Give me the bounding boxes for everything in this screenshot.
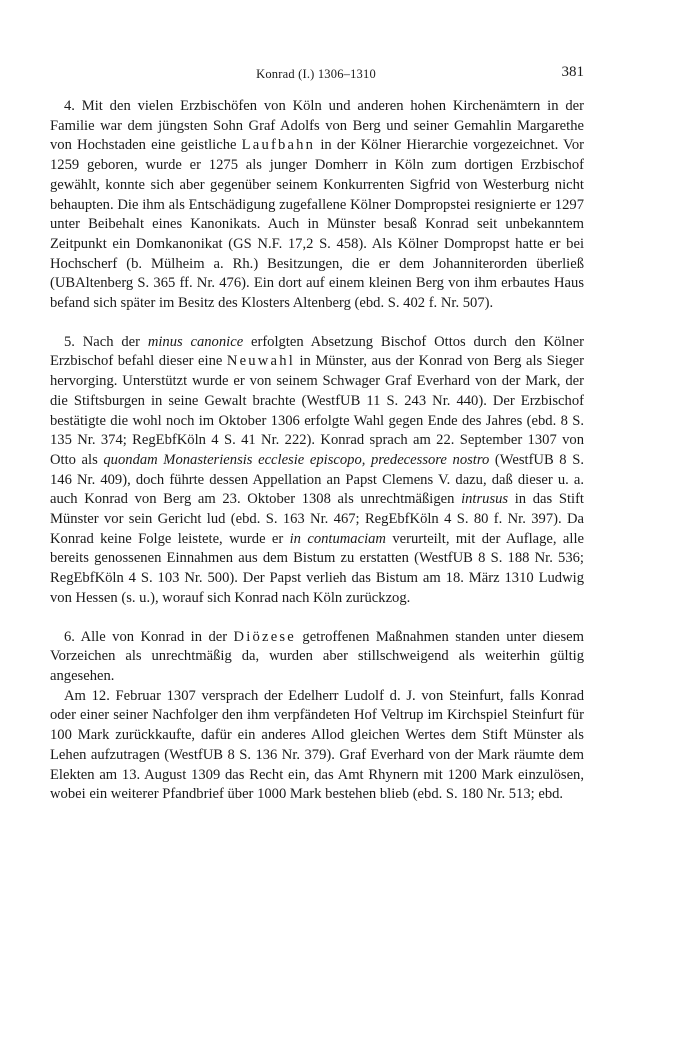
text-run: verurteilt, mit der Auflage, alle bereits genossenen Einnahmen aus dem Bistum zu erstatten (WestfUB 8 S. 188 Nr. 536; RegEbfKöln 4 S. 103 Nr. 500). Der Papst verlieh das Bistum am 18. März 1310 Ludwig von Hessen (s. u.), worauf sich Konrad nach Köln zurückzog. (50, 530, 584, 606)
spaced-term: Diözese (233, 628, 296, 645)
italic-quote: quondam Monasteriensis ecclesie episcopo, predecessore nostro (103, 451, 490, 468)
text-run: getroffenen Maßnahmen standen unter diesem Vorzeichen als unrechtmäßig da, wurden aber stillschweigend als weiterhin gültig angesehen. (50, 628, 584, 684)
text-run: erfolgten Absetzung Bischof Ottos durch den Kölner Erzbischof befahl dieser eine (50, 333, 584, 370)
paragraph-6 (50, 628, 584, 687)
italic-term: intrusus (461, 491, 509, 508)
running-header (48, 64, 584, 84)
text-run: 6. Alle von Konrad in der (64, 628, 234, 645)
text-run: (WestfUB 8 S. 146 Nr. 409), doch führte dessen Appellation an Papst Clemens V. dazu, daß dieser u. a. auch Konrad von Berg am 23. Oktober 1308 als unrechtmäßigen (50, 451, 584, 508)
spaced-term: Laufbahn (241, 137, 316, 154)
text-run: Am 12. Februar 1307 versprach der Edelherr Ludolf d. J. von Steinfurt, falls Konrad oder einer seiner Nachfolger den ihm verpfändeten Hof Veltrup im Kirchspiel Steinfurt für 100 Mark zurückkaufte, dafür ein anderes Allod gleichen Wertes dem Stift Münster als Lehen aufzutragen (WestfUB 8 S. 136 Nr. 379). Graf Everhard von der Mark räumte dem Elekten am 13. August 1309 das Recht ein, das Amt Rhynern mit 1200 Mark einzulösen, wobei ein weiterer Pfandbrief über 1000 Mark bestehen blieb (ebd. S. 180 Nr. 513; ebd. (50, 687, 584, 803)
body-text (50, 97, 584, 805)
italic-term: in contumaciam (289, 530, 386, 547)
text-run: in der Kölner Hierarchie vorgezeichnet. Vor 1259 geboren, wurde er 1275 als junger Domherr in Köln zum dortigen Erzbischof gewählt, konnte sich aber gegenüber seinem Konkurrenten Sigfrid von Westerburg nicht behaupten. Die ihm als Entschädigung zugefallene Kölner Dompropstei resignierte er 1297 unter Beibehalt eines Kanonikats. Auch in Münster besaß Konrad seit unbekanntem Zeitpunkt ein Domkanonikat (GS N.F. 17,2 S. 458). Als Kölner Dompropst hatte er bei Hochscherf (b. Mülheim a. Rh.) Besitzungen, die er dem Johanniterorden überließ (UBAltenberg S. 365 ff. Nr. 476). Ein dort auf einem kleinen Berg von ihm erbautes Haus befand sich später im Besitz des Klosters Altenberg (ebd. S. 402 f. Nr. 507). (50, 137, 584, 312)
text-run: 5. Nach der (64, 333, 148, 350)
text-run: in das Stift Münster vor sein Gericht lud (ebd. S. 163 Nr. 467; RegEbfKöln 4 S. 80 f. Nr. 397). Da Konrad keine Folge leistete, wurde er (50, 491, 584, 547)
text-run: in Münster, aus der Konrad von Berg als Sieger hervorging. Unterstützt wurde er von seinem Schwager Graf Everhard von der Mark, der die Stiftsburgen in seine Gewalt brachte (WestfUB 11 S. 243 Nr. 440). Der Erzbischof bestätigte die wohl noch im Oktober 1306 erfolgte Wahl gegen Ende des Jahres (ebd. 8 S. 135 Nr. 374; RegEbfKöln 4 S. 41 Nr. 222). Konrad sprach am 22. September 1307 von Otto als (50, 353, 584, 468)
text-run: 4. Mit den vielen Erzbischöfen von Köln und anderen hohen Kirchenämtern in der Familie war dem jüngsten Sohn Graf Adolfs von Berg und seiner Gemahlin Margarethe von Hochstaden eine geistliche (50, 98, 584, 154)
spaced-term: Neuwahl (226, 353, 295, 370)
italic-term: minus canonice (147, 333, 244, 350)
paragraph-6-continued (50, 687, 584, 805)
paragraph-4 (50, 97, 584, 314)
paragraph-5 (50, 333, 584, 609)
page-number: 381 (561, 64, 584, 80)
running-title: Konrad (I.) 1306–1310 (256, 67, 376, 81)
